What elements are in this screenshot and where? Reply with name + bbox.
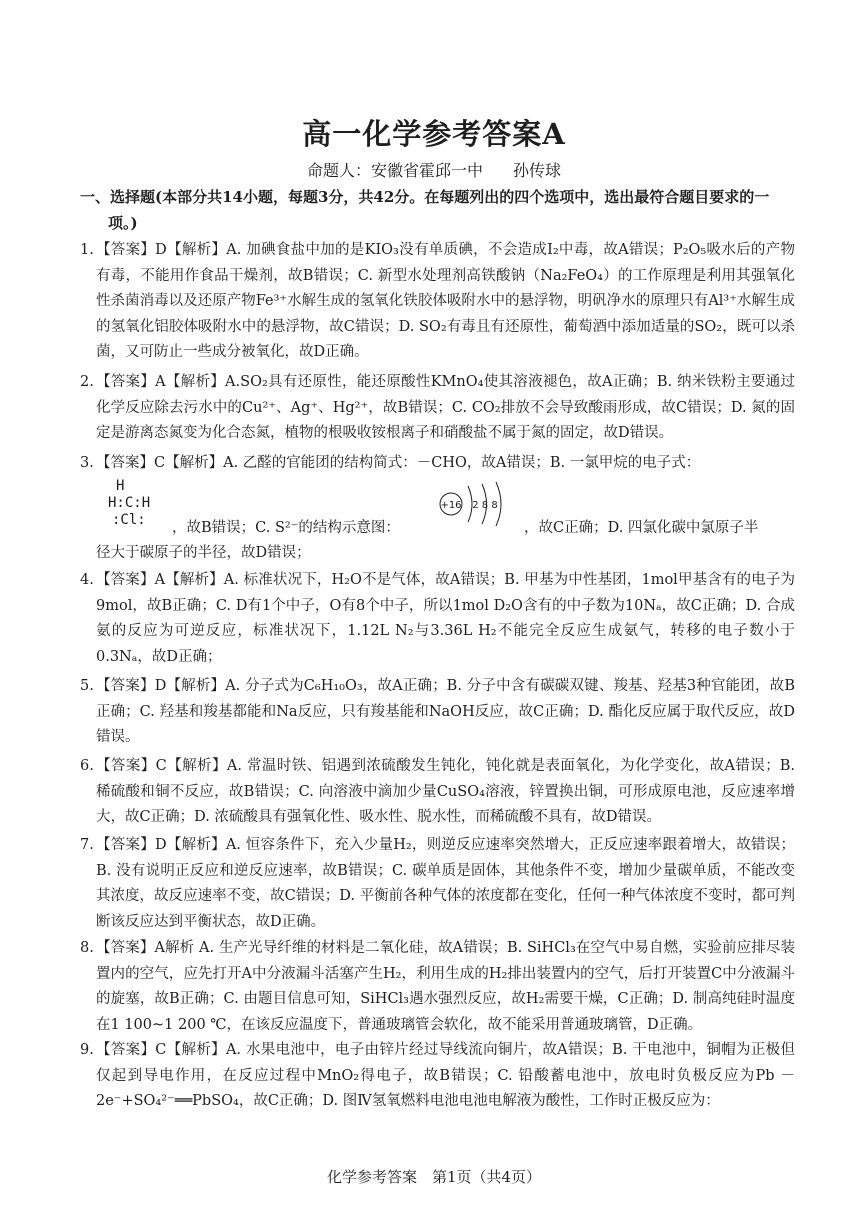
question-text: 【答案】C【解析】A. 乙醛的官能团的结构简式：－CHO，故A错误；B. 一氯甲烷的电子式：	[96, 455, 701, 471]
question-4	[80, 568, 795, 670]
question-number: 6.	[80, 758, 94, 774]
question-text: 【答案】A【解析】A. 标准状况下，H₂O不是气体，故A错误；B. 甲基为中性基团，1mol甲基含有的电子为9mol，故B正确；C. D有1个中子，O有8个中子，所以1mol D₂O含有的中子数为10Nₐ，故C正确；D. 合成氨的反应为可逆反应，标准状况下，1.12L N₂与3.36L H₂不能完全反应生成氨气，转移的电子数小于0.3Nₐ，故D正确；	[96, 572, 795, 665]
question-text: 【答案】C【解析】A. 常温时铁、铝遇到浓硫酸发生钝化，钝化就是表面氧化，为化学变化，故A错误；B. 稀硫酸和铜不反应，故B错误；C. 向溶液中滴加少量CuSO₄溶液，锌置换出铜，可形成原电池，反应速率增大，故C正确；D. 浓硫酸具有强氧化性、吸水性、脱水性，而稀硫酸不具有，故D错误。	[96, 758, 795, 826]
question-2	[80, 370, 795, 447]
question-text: 【答案】D【解析】A. 分子式为C₆H₁₀O₃，故A正确；B. 分子中含有碳碳双键、羧基、羟基3种官能团，故B正确；C. 羟基和羧基都能和Na反应，只有羧基能和NaOH反应，故C正确；D. 酯化反应属于取代反应，故D错误。	[96, 678, 795, 746]
section-heading-line2: 项。)	[108, 214, 138, 232]
question-text: 【答案】C【解析】A. 水果电池中，电子由锌片经过导线流向铜片，故A错误；B. 干电池中，铜帽为正极但仅起到导电作用，在反应过程中MnO₂得电子，故B错误；C. 铅酸蓄电池中，放电时负极反应为Pb －2e⁻+SO₄²⁻══PbSO₄，故C正确；D. 图Ⅳ氢氧燃料电池电池电解液为酸性，工作时正极反应为：	[96, 1042, 795, 1110]
question-number: 3.	[80, 455, 94, 471]
question-7	[80, 833, 795, 935]
question-number: 4.	[80, 572, 94, 588]
q3-text-after-ion: ，故C正确；D. 四氯化碳中氯原子半	[524, 520, 759, 536]
question-1	[80, 238, 795, 366]
question-9	[80, 1038, 795, 1115]
question-number: 9.	[80, 1042, 94, 1058]
section-heading-line1: 一、选择题(本部分共14小题，每题3分，共42分。在每题列出的四个选项中，选出最符合题目要求的一	[80, 188, 770, 206]
question-number: 8.	[80, 940, 94, 956]
question-number: 2.	[80, 374, 94, 390]
q3-formula-row	[100, 478, 800, 538]
question-3	[80, 451, 795, 477]
q3-text-after-lewis: ，故B错误；C. S²⁻的结构示意图：	[172, 520, 400, 536]
sulfide-ion-structure-diagram	[438, 478, 518, 530]
question-text: 【答案】A【解析】A.SO₂具有还原性，能还原酸性KMnO₄使其溶液褪色，故A正确；B. 纳米铁粉主要通过化学反应除去污水中的Cu²⁺、Ag⁺、Hg²⁺，故B错误；C. CO₂排放不会导致酸雨形成，故C错误；D. 氮的固定是游离态氮变为化合态氮，植物的根吸收铵根离子和硝酸盐不属于氮的固定，故D错误。	[96, 374, 795, 442]
question-number: 1.	[80, 242, 94, 258]
ion-nucleus-label: +16	[440, 500, 462, 511]
question-number: 5.	[80, 678, 94, 694]
question-text: 【答案】D【解析】A. 恒容条件下，充入少量H₂，则逆反应速率突然增大，正反应速率跟着增大，故错误；B. 没有说明正反应和逆反应速率，故B错误；C. 碳单质是固体，其他条件不变，增加少量碳单质，不能改变其浓度，故反应速率不变，故C错误；D. 平衡前各种气体的浓度都在变化，任何一种气体浓度不变时，都可判断该反应达到平衡状态，故D正确。	[96, 837, 795, 930]
ion-shell-electrons: 2 8 8	[472, 500, 498, 511]
question-text: 【答案】D【解析】A. 加碘食盐中加的是KIO₃没有单质碘，不会造成I₂中毒，故A错误；P₂O₅吸水后的产物有毒，不能用作食品干燥剂，故B错误；C. 新型水处理剂高铁酸钠（Na₂FeO₄）的工作原理是利用其强氧化性杀菌消毒以及还原产物Fe³⁺水解生成的氢氧化铁胶体吸附水中的悬浮物，明矾净水的原理只有Al³⁺水解生成的氢氧化铝胶体吸附水中的悬浮物，故C错误；D. SO₂有毒且有还原性，葡萄酒中添加适量的SO₂，既可以杀菌，又可防止一些成分被氧化，故D正确。	[96, 242, 795, 361]
question-text: 【答案】A解析 A. 生产光导纤维的材料是二氧化硅，故A错误；B. SiHCl₃在空气中易自燃，实验前应排尽装置内的空气，应先打开A中分液漏斗活塞产生H₂，利用生成的H₂排出装置内的空气，后打开装置C中分液漏斗的旋塞，故B正确；C. 由题目信息可知，SiHCl₃遇水强烈反应，故H₂需要干燥，C正确；D. 制高纯硅时温度在1 100~1 200 ℃，在该反应温度下，普通玻璃管会软化，故不能采用普通玻璃管，D正确。	[96, 940, 795, 1033]
chloromethane-lewis-structure: H H:C:H :Cl:	[108, 478, 151, 528]
author-label: 命题人：安徽省霍邱一中	[306, 161, 483, 180]
author-line	[0, 158, 868, 181]
page-title: 高一化学参考答案A	[302, 117, 566, 151]
question-5	[80, 674, 795, 751]
question-number: 7.	[80, 837, 94, 853]
page-footer: 化学参考答案 第1页（共4页）	[326, 1168, 542, 1186]
author-name: 孙传球	[513, 161, 562, 180]
question-6	[80, 754, 795, 831]
section-heading	[80, 184, 795, 236]
question-8	[80, 936, 795, 1038]
q3-last-line: 径大于碳原子的半径，故D错误；	[96, 545, 311, 561]
